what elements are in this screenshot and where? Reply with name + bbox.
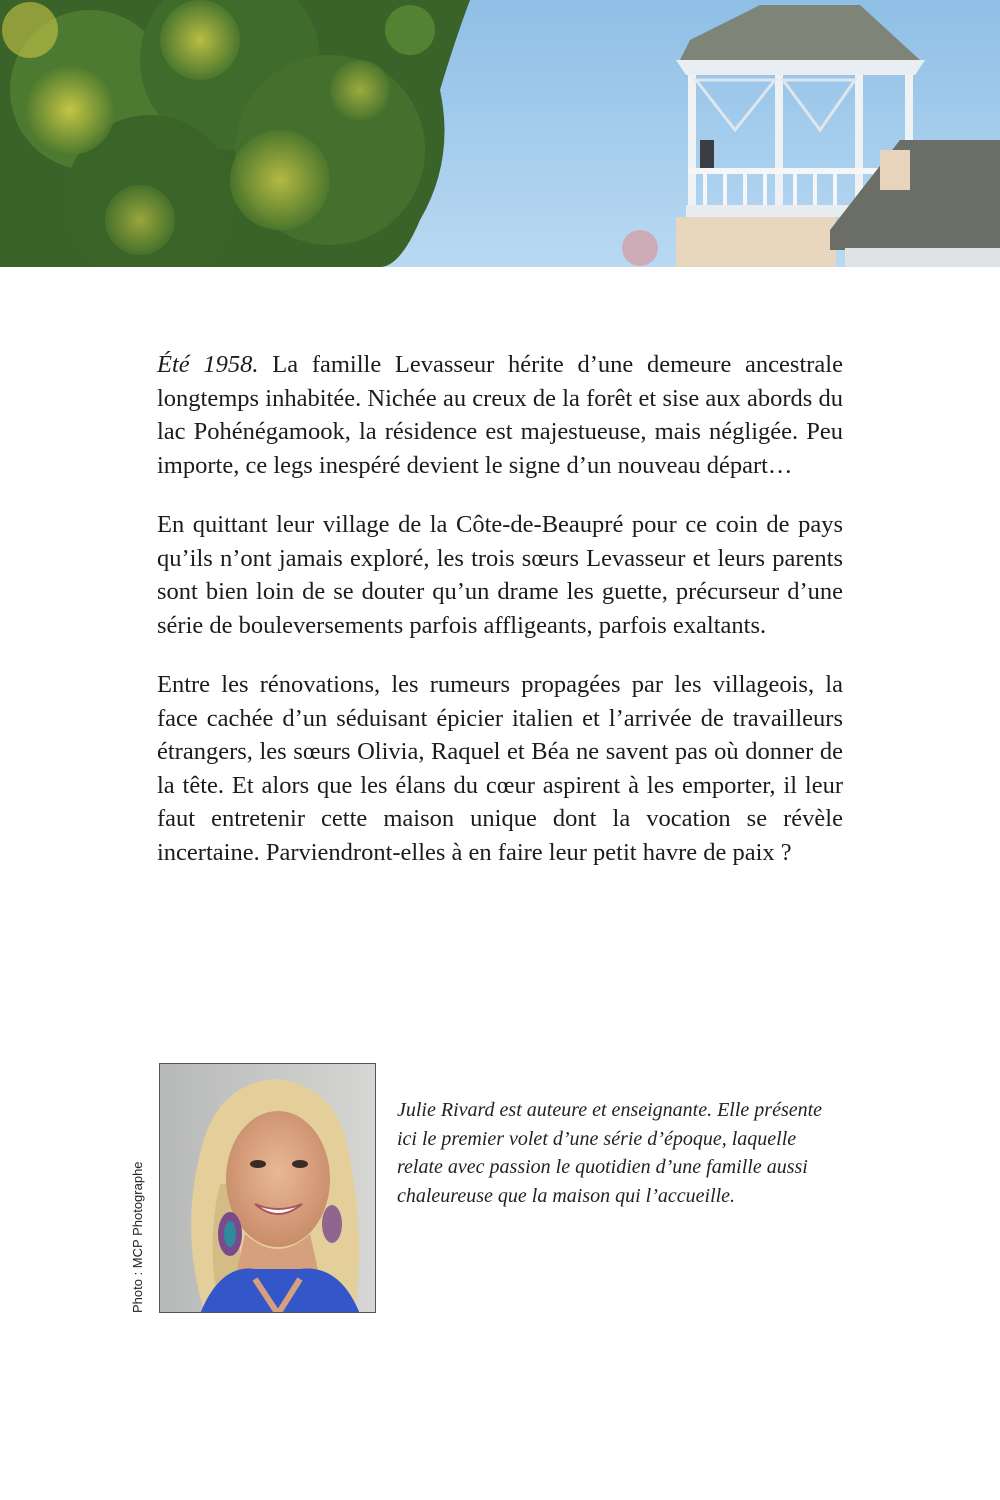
author-portrait-image bbox=[160, 1064, 376, 1313]
blurb-paragraph-1-text: La famille Levasseur hérite d’une demeure ancestrale longtemps inhabitée. Nichée au creux de la forêt et sise aux abords du lac Pohénégamook, la résidence est majestueuse, mais négligée. Peu importe, ce legs inespéré devient le signe d’un nouveau départ… bbox=[157, 351, 843, 479]
blurb-era: Été 1958. bbox=[157, 351, 259, 378]
gazebo-tree-painting bbox=[0, 0, 1000, 267]
photo-credit: Photo : MCP Photographe bbox=[130, 1161, 145, 1313]
author-bio: Julie Rivard est auteure et enseignante. Elle présente ici le premier volet d’une série d’époque, laquelle relate avec passion le quotidien d’une famille aussi chaleureuse que la maison qui l’accueille. bbox=[397, 1099, 823, 1207]
blurb-paragraph-2: En quittant leur village de la Côte-de-Beaupré pour ce coin de pays qu’ils n’ont jamais exploré, les trois sœurs Levasseur et leurs parents sont bien loin de se douter qu’un drame les guette, précurseur d’une série de bouleversements parfois affligeants, parfois exaltants. bbox=[157, 511, 843, 639]
back-cover-blurb bbox=[157, 348, 843, 895]
blurb-paragraph-1 bbox=[157, 348, 843, 482]
author-photo bbox=[159, 1063, 376, 1313]
cover-illustration bbox=[0, 0, 1000, 267]
tree bbox=[0, 0, 470, 267]
blurb-paragraph-3: Entre les rénovations, les rumeurs propagées par les villageois, la face cachée d’un séduisant épicier italien et l’arrivée de travailleurs étrangers, les sœurs Olivia, Raquel et Béa ne savent pas où donner de la tête. Et alors que les élans du cœur aspirent à les emporter, il leur faut entretenir cette maison unique dont la vocation se révèle incertaine. Parviendront-elles à en faire leur petit havre de paix ? bbox=[157, 671, 843, 866]
